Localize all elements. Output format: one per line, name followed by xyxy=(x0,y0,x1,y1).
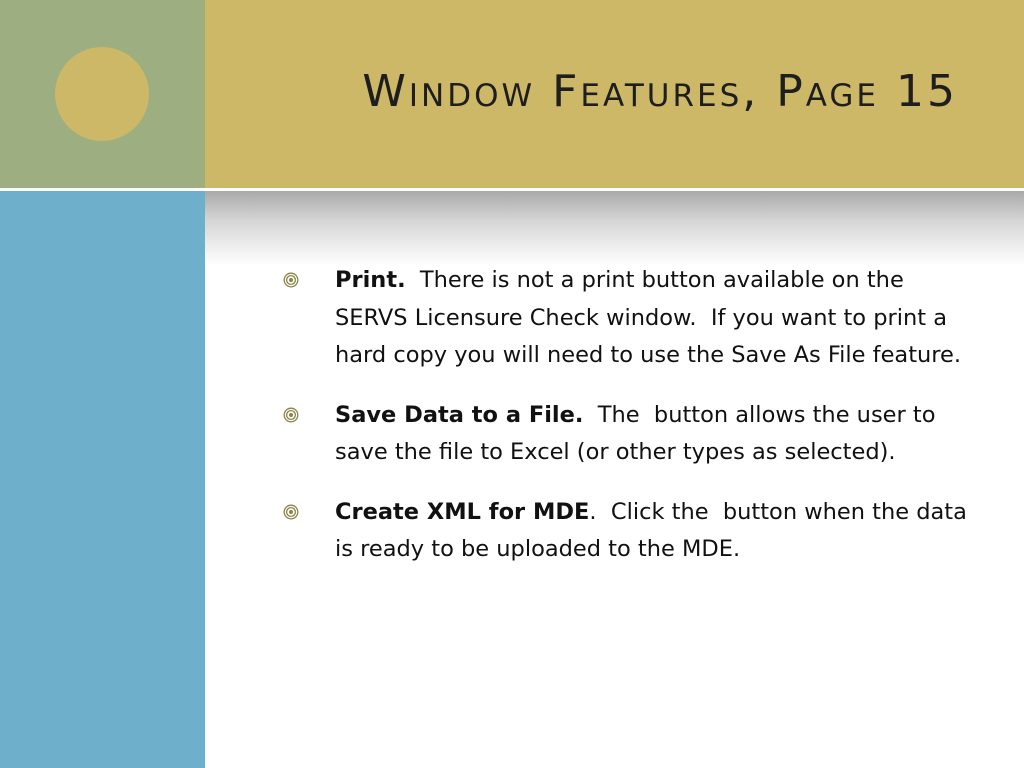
bullet-text: . Click the button when the data is ready to be uploaded to the MDE. xyxy=(335,498,975,562)
target-circle-icon xyxy=(283,504,299,520)
corner-block xyxy=(0,0,205,188)
bullet-list xyxy=(283,262,973,591)
bullet-lead: Create XML for MDE xyxy=(335,498,590,525)
sidebar-band xyxy=(0,191,205,768)
title-band xyxy=(205,0,1024,188)
target-circle-icon xyxy=(283,272,299,288)
bullet-text: There is not a print button available on the SERVS Licensure Check window. If you want to print a hard copy you will need to use the Save As File feature. xyxy=(335,267,962,368)
target-circle-icon xyxy=(283,407,299,423)
slide-title: Window Features, Page 15 xyxy=(362,66,958,117)
bullet-item-save-data xyxy=(283,397,973,472)
bullet-item-create-xml xyxy=(283,494,973,569)
bullet-text: The button allows the user to save the file to Excel (or other types as selected). xyxy=(335,401,943,465)
bullet-lead: Save Data to a File. xyxy=(335,401,584,428)
bullet-lead: Print. xyxy=(335,267,406,293)
decorative-circle xyxy=(55,47,149,141)
shadow-band xyxy=(205,191,1024,266)
bullet-item-print xyxy=(283,262,973,375)
